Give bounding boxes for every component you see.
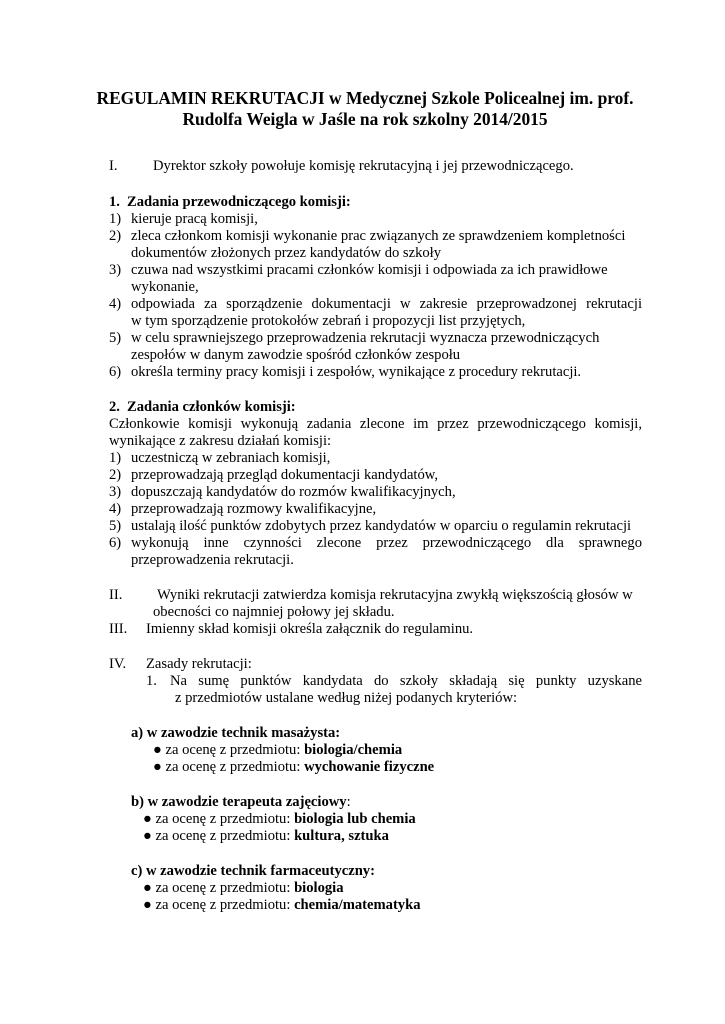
chair-item-number: 3) [109,262,122,278]
section-iii-number: III. [109,621,128,637]
title-line-1: REGULAMIN REKRUTACJI w Medycznej Szkole Policealnej im. prof. [96,88,634,108]
members-heading-number: 2. [109,399,120,415]
members-item-2: przeprowadzają przegląd dokumentacji kandydatów, [131,467,439,483]
members-item-3: dopuszczają kandydatów do rozmów kwalifikacyjnych, [131,484,456,500]
members-intro-line-2: wynikające z zakresu działań komisji: [109,433,332,449]
section-iv-point-number: 1. [146,673,157,689]
section-iii-text: Imienny skład komisji określa załącznik do regulaminu. [146,621,474,637]
bullet-icon: ● [143,880,152,896]
bullet-icon: ● [143,828,152,844]
chair-item-3-line-1: czuwa nad wszystkimi pracami członków komisji i odpowiada za ich prawidłowe [131,262,608,278]
chair-heading: Zadania przewodniczącego komisji: [127,194,351,210]
chair-item-5-line-2: zespołów w danym zawodzie spośród członków zespołu [131,347,461,363]
profession-c-row-2: ● za ocenę z przedmiotu: chemia/matematyka [143,897,421,913]
section-ii-line-1: Wyniki rekrutacji zatwierdza komisja rekrutacyjna zwykłą większością głosów w [157,587,633,603]
bullet-icon: ● [153,759,162,775]
chair-item-1-line-1: kieruje pracą komisji, [131,211,258,227]
section-ii-line-2: obecności co najmniej połowy jej składu. [153,604,395,620]
chair-heading-number: 1. [109,194,120,210]
members-item-number: 2) [109,467,122,483]
profession-a-row-1: ● za ocenę z przedmiotu: biologia/chemia [153,742,403,758]
profession-c-heading: c) w zawodzie technik farmaceutyczny: [131,863,375,879]
section-ii-number: II. [109,587,123,603]
chair-item-number: 5) [109,330,122,346]
section-iv-text: Zasady rekrutacji: [146,656,252,672]
profession-a-row-2: ● za ocenę z przedmiotu: wychowanie fizyczne [153,759,435,775]
members-item-5: ustalają ilość punktów zdobytych przez kandydatów w oparciu o regulamin rekrutacji [131,518,632,534]
members-item-number: 3) [109,484,122,500]
members-intro-line-1: Członkowie komisji wykonują zadania zlecone im przez przewodniczącego komisji, [109,416,642,432]
bullet-icon: ● [143,811,152,827]
members-heading: Zadania członków komisji: [127,399,296,415]
chair-item-3-line-2: wykonanie, [131,279,199,295]
chair-item-2-line-2: dokumentów złożonych przez kandydatów do szkoły [131,245,442,261]
chair-item-2-line-1: zleca członkom komisji wykonanie prac związanych ze sprawdzeniem kompletności [131,228,626,244]
chair-item-number: 1) [109,211,122,227]
chair-item-number: 6) [109,364,122,380]
members-item-6-line-2: przeprowadzenia rekrutacji. [131,552,294,568]
chair-item-4-line-2: w tym sporządzenie protokołów zebrań i propozycji list przyjętych, [131,313,526,329]
profession-c-row-1: ● za ocenę z przedmiotu: biologia [143,880,344,896]
bullet-icon: ● [153,742,162,758]
chair-item-5-line-1: w celu sprawniejszego przeprowadzenia rekrutacji wyznacza przewodniczących [131,330,600,346]
members-item-number: 1) [109,450,122,466]
members-item-number: 4) [109,501,122,517]
bullet-icon: ● [143,897,152,913]
section-iv-number: IV. [109,656,127,672]
title-line-2: Rudolfa Weigla w Jaśle na rok szkolny 2014/2015 [182,109,548,129]
section-i-text: Dyrektor szkoły powołuje komisję rekrutacyjną i jej przewodniczącego. [153,158,574,174]
members-item-1: uczestniczą w zebraniach komisji, [131,450,331,466]
section-iv-point-line-1: Na sumę punktów kandydata do szkoły składają się punkty uzyskane [170,673,642,689]
members-item-number: 5) [109,518,122,534]
profession-b-heading: b) w zawodzie terapeuta zajęciowy: [131,794,351,810]
members-item-6-line-1: wykonują inne czynności zlecone przez przewodniczącego dla sprawnego [131,535,642,551]
profession-a-heading: a) w zawodzie technik masażysta: [131,725,341,741]
chair-item-6-line-1: określa terminy pracy komisji i zespołów, wynikające z procedury rekrutacji. [131,364,582,380]
chair-item-number: 4) [109,296,122,312]
chair-item-number: 2) [109,228,122,244]
profession-b-row-2: ● za ocenę z przedmiotu: kultura, sztuka [143,828,389,844]
members-item-number: 6) [109,535,122,551]
members-item-4: przeprowadzają rozmowy kwalifikacyjne, [131,501,377,517]
section-i-number: I. [109,158,118,174]
chair-item-4-line-1: odpowiada za sporządzenie dokumentacji w zakresie przeprowadzonej rekrutacji [131,296,642,312]
profession-b-row-1: ● za ocenę z przedmiotu: biologia lub chemia [143,811,416,827]
section-iv-point-line-2: z przedmiotów ustalane według niżej podanych kryteriów: [175,690,518,706]
document-title [60,88,670,130]
